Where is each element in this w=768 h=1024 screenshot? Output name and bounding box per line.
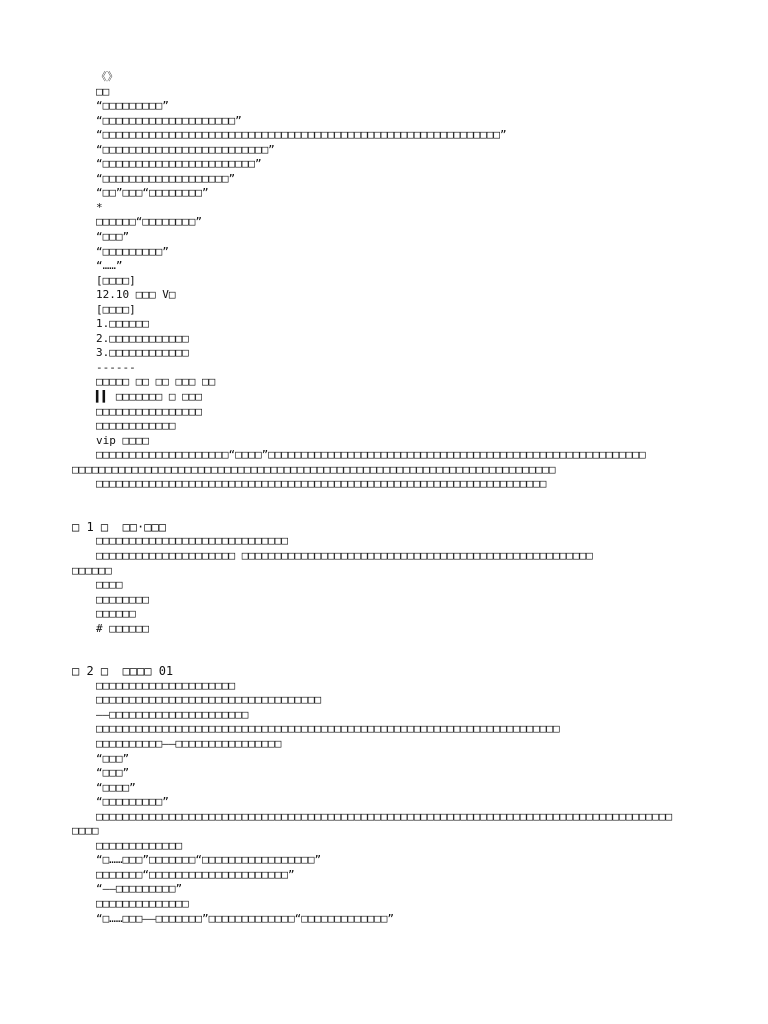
- text-line: □□□□□□□□□□□□□□□□□□□□□□□□□□□□□□□□□□□□□□□□□□□□□□□□□□□□□□□□□□□□□□□□□□□□□□□□□□□□□□□□□□□□□□□: [96, 809, 673, 823]
- text-line: □□□□□□□□□□□□□□□□□□□□“□□□□”□□□□□□□□□□□□□□□□□□□□□□□□□□□□□□□□□□□□□□□□□□□□□□□□□□□□□□□□□: [96, 448, 646, 462]
- text-line: “□□□□□□□□□□□□□□□□□□□□□□□□□”: [96, 142, 275, 156]
- text-line: [□□□□]: [96, 273, 136, 287]
- text-line: □□□□□□□□□□□□□□□□□□□□□□□□□□□□□□□□□□□□□□□□□□□□□□□□□□□□□□□□□□□□□□□□□□□□□□: [96, 722, 560, 736]
- text-line: vip □□□□: [96, 433, 149, 447]
- text-line: 2.□□□□□□□□□□□□: [96, 331, 189, 345]
- text-line: □□□□□□□□□□□□□□□□: [96, 404, 202, 418]
- text-line: [□□□□]: [96, 302, 136, 316]
- text-line: “□□□□□□□□□□□□□□□□□□□□□□□”: [96, 157, 262, 171]
- text-line: “□□□”: [96, 766, 130, 780]
- chapter-2-lines-continued: [72, 839, 697, 926]
- chapter-1-heading: □ 1 □ □□·□□□: [72, 519, 166, 534]
- chapter-1-paragraph: □□□□□□□□□□□□□□□□□□□□□□□□□□□□□: [96, 534, 289, 548]
- chapter-2-heading: □ 2 □ □□□□ 01: [72, 664, 174, 679]
- text-line: “□□□□□□□□□”: [96, 99, 169, 113]
- front-tail-line: □□□□□□□□□□□□□□□□□□□□□□□□□□□□□□□□□□□□□□□□□□□□□□□□□□□□□□□□□□□□□□□□□□□□: [96, 477, 547, 491]
- chapter-1-paragraph: □□□□□□□□□□□□□□□□□□□□□ □□□□□□□□□□□□□□□□□□□□□□□□□□□□□□□□□□□□□□□□□□□□□□□□□□□□□: [96, 548, 593, 562]
- text-line: “……”: [96, 259, 123, 273]
- text-line: “□□□□□□□□□”: [96, 244, 169, 258]
- chapter-2-lines: [72, 679, 697, 824]
- text-line: □□□□: [96, 578, 123, 592]
- text-line: □□□□□□□□: [96, 592, 149, 606]
- chapter-1-paragraph-wrap: □□□□□□: [72, 563, 112, 577]
- text-line: “□□□”: [96, 751, 130, 765]
- text-line: □□□□□□□□□□□□□: [96, 838, 183, 852]
- text-line: “□□□□□□□□□□□□□□□□□□□□”: [96, 113, 242, 127]
- text-line: 1.□□□□□□: [96, 317, 149, 331]
- text-line: □□□□□□: [96, 607, 136, 621]
- text-line: □□□□□ □□ □□ □□□ □□: [96, 375, 216, 389]
- text-line: *: [96, 200, 103, 214]
- text-line: □□□□□□□□□□□□□□□□□□□□□: [96, 678, 236, 692]
- front-wrapped-line: □□□□□□□□□□□□□□□□□□□□□□□□□□□□□□□□□□□□□□□□□□□□□□□□□□□□□□□□□□□□□□□□□□□□□□□□□: [72, 462, 556, 476]
- text-line: 3.□□□□□□□□□□□□: [96, 346, 189, 360]
- text-line: 12.10 □□□ V□: [96, 288, 176, 302]
- text-line: ——□□□□□□□□□□□□□□□□□□□□□: [96, 707, 249, 721]
- text-line: ------: [96, 360, 136, 374]
- text-line: “□□□□□□□□□□□□□□□□□□□□□□□□□□□□□□□□□□□□□□□□□□□□□□□□□□□□□□□□□□□□”: [96, 128, 507, 142]
- text-line: # □□□□□□: [96, 621, 149, 635]
- front-matter: [72, 85, 697, 463]
- text-line: □□□□□□□□□□□□□□: [96, 896, 189, 910]
- text-line: “□□”□□□“□□□□□□□□”: [96, 186, 209, 200]
- text-line: □□□□□□“□□□□□□□□”: [96, 215, 202, 229]
- text-line: □□□□□□□□□□——□□□□□□□□□□□□□□□□: [96, 736, 282, 750]
- text-line: “□□□□□□□□□”: [96, 795, 169, 809]
- document-page: [72, 70, 697, 926]
- text-line: “□……□□□——□□□□□□□”□□□□□□□□□□□□□“□□□□□□□□□□□□□”: [96, 911, 395, 925]
- text-line: “□□□□”: [96, 780, 136, 794]
- title-mark: 《》: [96, 70, 118, 83]
- text-line: “□□□”: [96, 230, 130, 244]
- text-line: □□□□□□□□□□□□□□□□□□□□□□□□□□□□□□□□□□: [96, 693, 322, 707]
- text-line: □□□□□□□□□□□□: [96, 419, 176, 433]
- chapter-2-paragraph-wrap: □□□□: [72, 824, 99, 838]
- text-line: “——□□□□□□□□□”: [96, 882, 183, 896]
- text-line: □□□□□□□“□□□□□□□□□□□□□□□□□□□□□”: [96, 867, 295, 881]
- text-line: “□□□□□□□□□□□□□□□□□□□”: [96, 171, 236, 185]
- chapter-1-lines: [72, 578, 697, 636]
- text-line: ▍▍ □□□□□□□ □ □□□: [96, 390, 202, 404]
- text-line: □□: [96, 84, 110, 98]
- text-line: “□……□□□”□□□□□□□“□□□□□□□□□□□□□□□□□”: [96, 853, 322, 867]
